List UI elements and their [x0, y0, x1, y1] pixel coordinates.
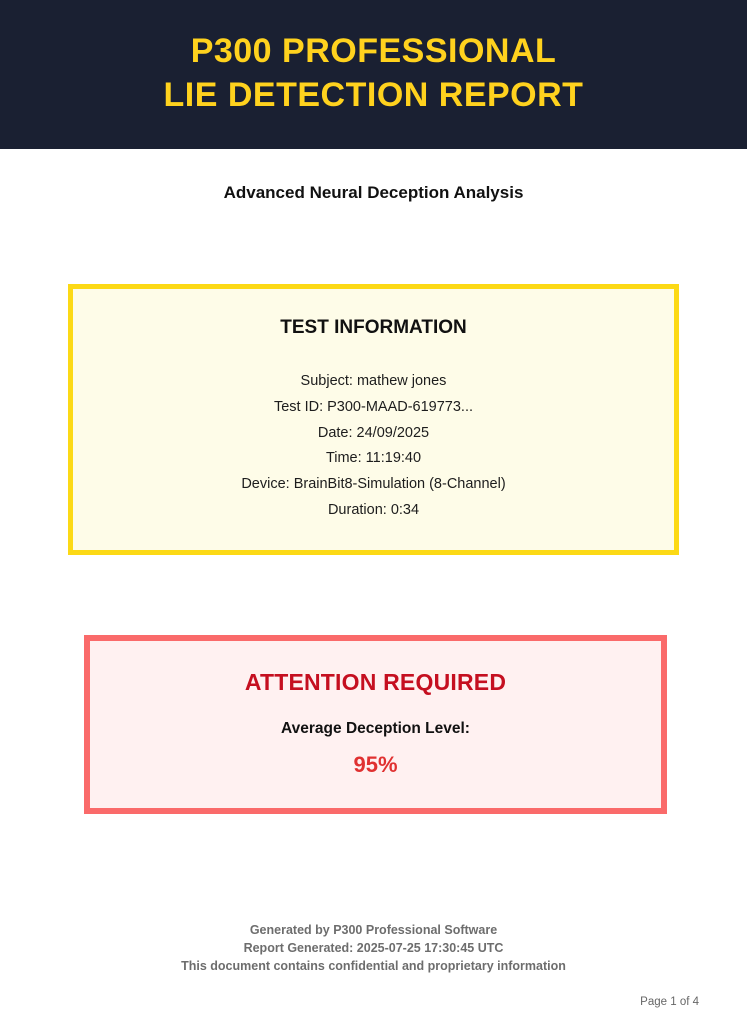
attention-required-card [84, 635, 667, 814]
test-info-duration: Duration: 0:34 [327, 501, 420, 518]
report-footer [0, 921, 747, 975]
report-header-banner [0, 0, 747, 149]
report-title-line-2: LIE DETECTION REPORT [163, 75, 584, 114]
footer-report-generated: Report Generated: 2025-07-25 17:30:45 UTC [243, 941, 504, 956]
test-information-card [68, 284, 679, 555]
footer-confidentiality-notice: This document contains confidential and proprietary information [181, 959, 566, 974]
test-info-subject: Subject: mathew jones [300, 373, 447, 389]
test-information-title: TEST INFORMATION [280, 317, 467, 338]
test-info-device: Device: BrainBit8-Simulation (8-Channel) [241, 476, 506, 493]
average-deception-level-label: Average Deception Level: [281, 720, 470, 737]
page-number: Page 1 of 4 [640, 996, 699, 1008]
report-subtitle: Advanced Neural Deception Analysis [223, 183, 524, 203]
test-info-test-id: Test ID: P300-MAAD-619773... [273, 398, 474, 415]
average-deception-level-value: 95% [353, 752, 398, 777]
test-info-time: Time: 11:19:40 [325, 450, 422, 467]
footer-generated-by: Generated by P300 Professional Software [249, 923, 498, 937]
test-info-date: Date: 24/09/2025 [317, 424, 430, 441]
attention-required-title: ATTENTION REQUIRED [244, 669, 507, 695]
report-title-line-1: P300 PROFESSIONAL [190, 32, 557, 70]
